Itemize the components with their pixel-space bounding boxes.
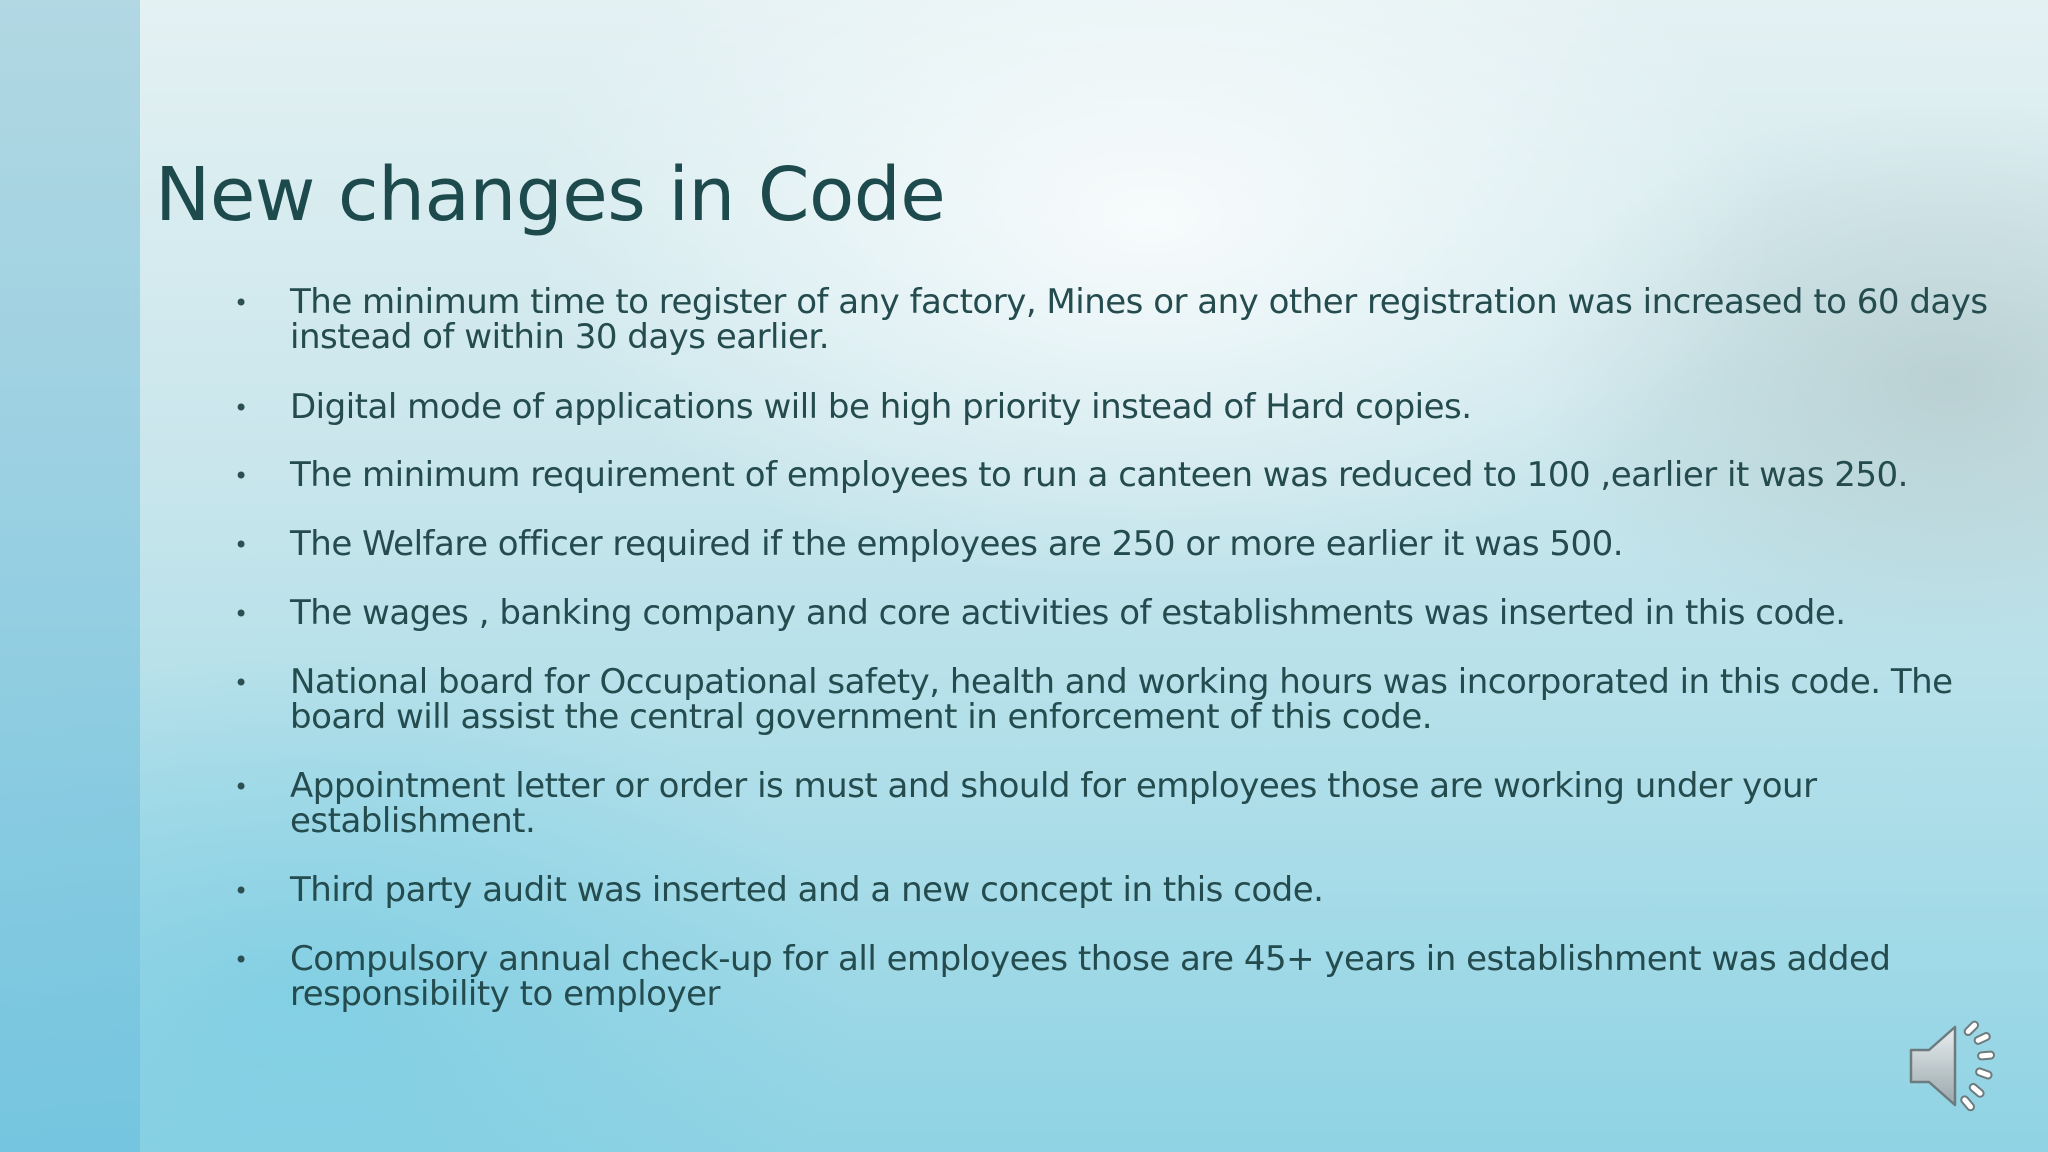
left-accent-band [0, 0, 140, 1152]
bullet-item [234, 593, 1990, 633]
bullet-marker: • [234, 462, 249, 490]
bullet-item [234, 282, 1990, 357]
bullet-text: Compulsory annual check-up for all employees those are 45+ years in establishment was added responsibility to employer [290, 939, 1891, 1014]
bullet-marker: • [234, 394, 249, 422]
bullet-text: Third party audit was inserted and a new concept in this code. [290, 870, 1324, 910]
bullet-marker: • [234, 946, 249, 974]
bullet-item [234, 455, 1990, 495]
bullet-item [234, 766, 1990, 841]
bullet-text: National board for Occupational safety, health and working hours was incorporated in this code. The board will assist the central government in enforcement of this code. [290, 662, 1953, 737]
bullet-marker: • [234, 289, 249, 317]
bullet-marker: • [234, 773, 249, 801]
slide-title: New changes in Code [155, 152, 946, 238]
bullet-text: The Welfare officer required if the employees are 250 or more earlier it was 500. [290, 524, 1624, 564]
bullet-text: The wages , banking company and core activities of establishments was inserted in this code. [290, 593, 1846, 633]
speaker-icon-graphic [1905, 1015, 2005, 1115]
bullet-item [234, 524, 1990, 564]
bullet-text: The minimum time to register of any factory, Mines or any other registration was increased to 60 days instead of within 30 days earlier. [290, 282, 1988, 357]
bullet-text: The minimum requirement of employees to run a canteen was reduced to 100 ,earlier it was 250. [290, 455, 1908, 495]
bullet-item [234, 870, 1990, 910]
bullet-marker: • [234, 877, 249, 905]
bullet-marker: • [234, 669, 249, 697]
bullet-item [234, 387, 1990, 427]
speaker-icon[interactable] [1905, 1015, 2005, 1115]
bullet-item [234, 939, 1990, 1014]
bullet-marker: • [234, 531, 249, 559]
bullet-text: Appointment letter or order is must and should for employees those are working under your establishment. [290, 766, 1817, 841]
bullet-marker: • [234, 600, 249, 628]
bullet-item [234, 662, 1990, 737]
bullet-text: Digital mode of applications will be high priority instead of Hard copies. [290, 387, 1472, 427]
